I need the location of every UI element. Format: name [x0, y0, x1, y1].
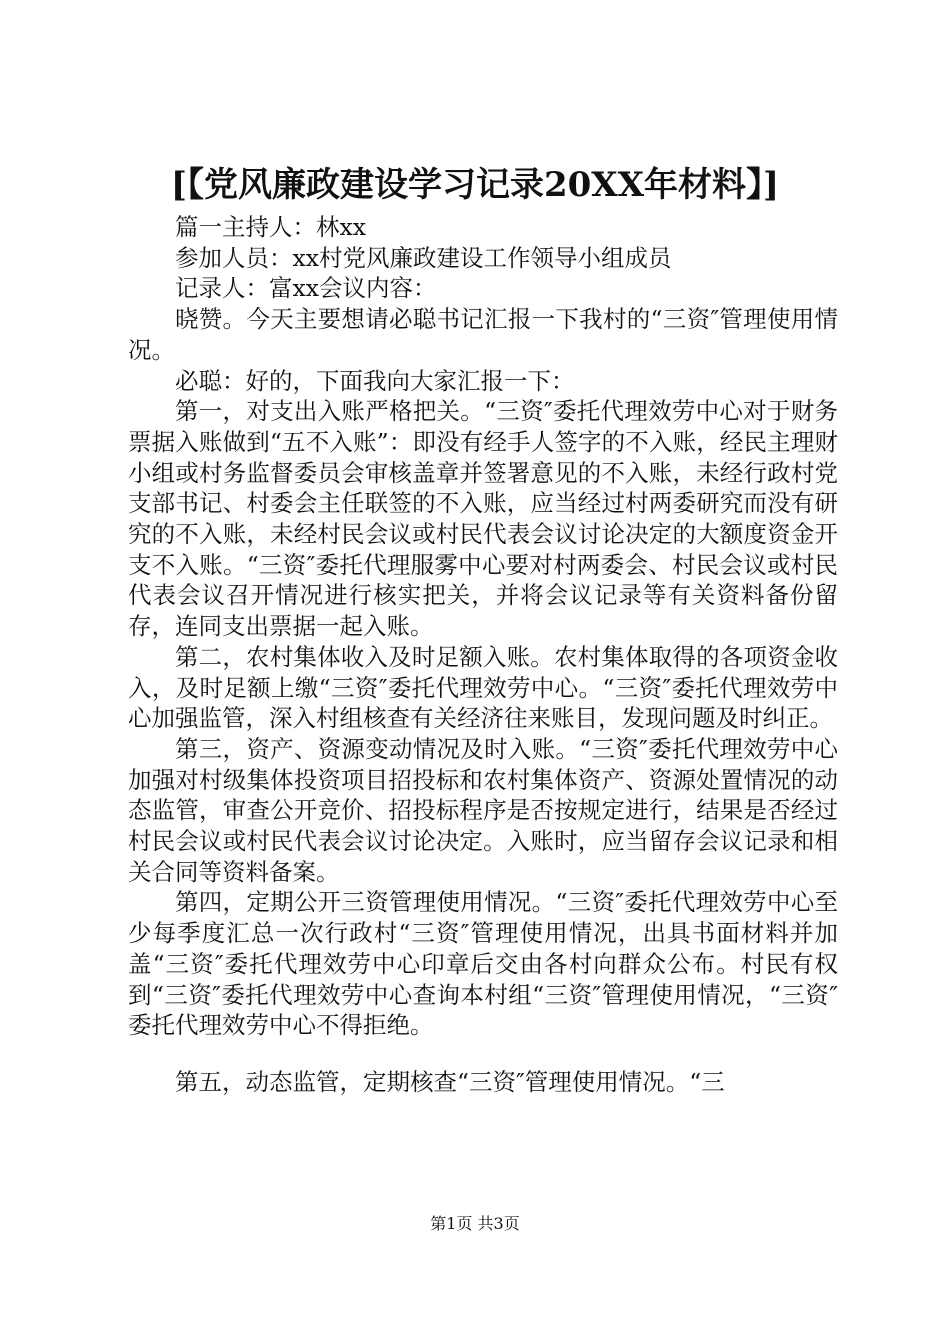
document-title: [【党风廉政建设学习记录20XX年材料】]: [170, 165, 780, 205]
body-paragraph: 第五，动态监管，定期核查“三资″管理使用情况。“三: [175, 1067, 725, 1096]
body-paragraph: 第三，资产、资源变动情况及时入账。“三资″委托代理效劳中心加强对村级集体投资项目招投标和农村集体资产、资源处置情况的动态监管，审查公开竞价、招投标程序是否按规定进行，结果是否经过村民会议或村民代表会议讨论决定。入账时，应当留存会议记录和相关合同等资料备案。: [128, 734, 838, 886]
body-paragraph: 第四，定期公开三资管理使用情况。“三资″委托代理效劳中心至少每季度汇总一次行政村“三资″管理使用情况，出具书面材料并加盖“三资″委托代理效劳中心印章后交由各村向群众公布。村民有权到“三资″委托代理效劳中心查询本村组“三资″管理使用情况，“三资″委托代理效劳中心不得拒绝。: [128, 888, 838, 1040]
recorder-line: 记录人：富xx会议内容：: [175, 274, 437, 303]
body-paragraph: 晓赞。今天主要想请必聪书记汇报一下我村的“三资″管理使用情况。: [128, 305, 838, 364]
body-paragraph: 第二，农村集体收入及时足额入账。农村集体取得的各项资金收入，及时足额上缴“三资″委托代理效劳中心。“三资″委托代理效劳中心加强监管，深入村组核查有关经济往来账目，发现问题及时纠正。: [128, 642, 838, 733]
page-footer: 第1页 共3页: [430, 1214, 520, 1233]
attendees-line: 参加人员：xx村党风廉政建设工作领导小组成员: [175, 243, 672, 272]
body-paragraph: 第一，对支出入账严格把关。“三资″委托代理效劳中心对于财务票据入账做到“五不入账”：即没有经手人签字的不入账，经民主理财小组或村务监督委员会审核盖章并签署意见的不入账，未经行政村党支部书记、村委会主任联签的不入账，应当经过村两委研究而没有研究的不入账，未经村民会议或村民代表会议讨论决定的大额度资金开支不入账。“三资″委托代理服雾中心要对村两委会、村民会议或村民代表会议召开情况进行核实把关，并将会议记录等有关资料备份留存，连同支出票据一起入账。: [128, 397, 838, 641]
host-line: 篇一主持人：林xx: [175, 213, 367, 241]
body-paragraph: 必聪：好的，下面我向大家汇报一下：: [175, 366, 575, 395]
document-body: [128, 212, 838, 1098]
